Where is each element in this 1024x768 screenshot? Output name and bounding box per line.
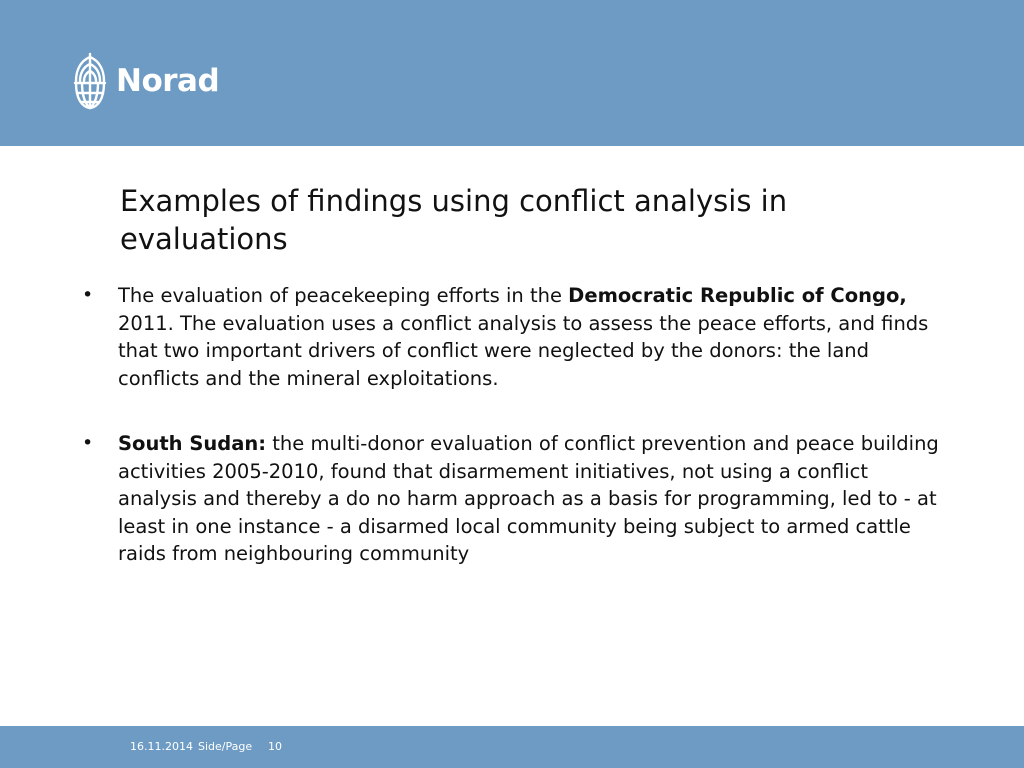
footer-page-number: 10 bbox=[268, 740, 282, 753]
bullet-list bbox=[82, 282, 942, 568]
bullet-dot-icon: • bbox=[82, 432, 94, 454]
bullet-lead-text: The evaluation of peacekeeping efforts in the bbox=[118, 284, 569, 307]
norad-tree-globe-icon bbox=[72, 51, 108, 111]
norad-logo bbox=[72, 50, 219, 112]
bullet-dot-icon: • bbox=[82, 284, 94, 306]
slide-title: Examples of findings using conflict analysis in evaluations bbox=[120, 184, 788, 256]
bullet-body-text: 2011. The evaluation uses a conflict analysis to assess the peace efforts, and finds that two important drivers of conflict were neglected by the donors: the land conflicts and the mineral exploitations. bbox=[118, 311, 929, 390]
bullet-bold-text: South Sudan: bbox=[118, 432, 267, 455]
bullet-item-drc bbox=[82, 282, 942, 392]
footer-side-label: Side/Page bbox=[198, 740, 253, 753]
bullet-body-text: the multi-donor evaluation of conflict prevention and peace building activities 2005-2010, found that disarmement initiatives, not using a conflict analysis and thereby a do no harm approach as a basis for programming, led to - at least in one instance - a disarmed local community being subject to armed cattle raids from neighbouring community bbox=[118, 432, 939, 565]
footer-date: 16.11.2014 bbox=[130, 740, 193, 753]
bullet-bold-text: Democratic Republic of Congo, bbox=[568, 284, 907, 307]
logo-wordmark: Norad bbox=[116, 62, 220, 99]
header-band bbox=[0, 0, 1024, 146]
bullet-item-south-sudan bbox=[82, 430, 942, 568]
footer-band bbox=[0, 726, 1024, 768]
